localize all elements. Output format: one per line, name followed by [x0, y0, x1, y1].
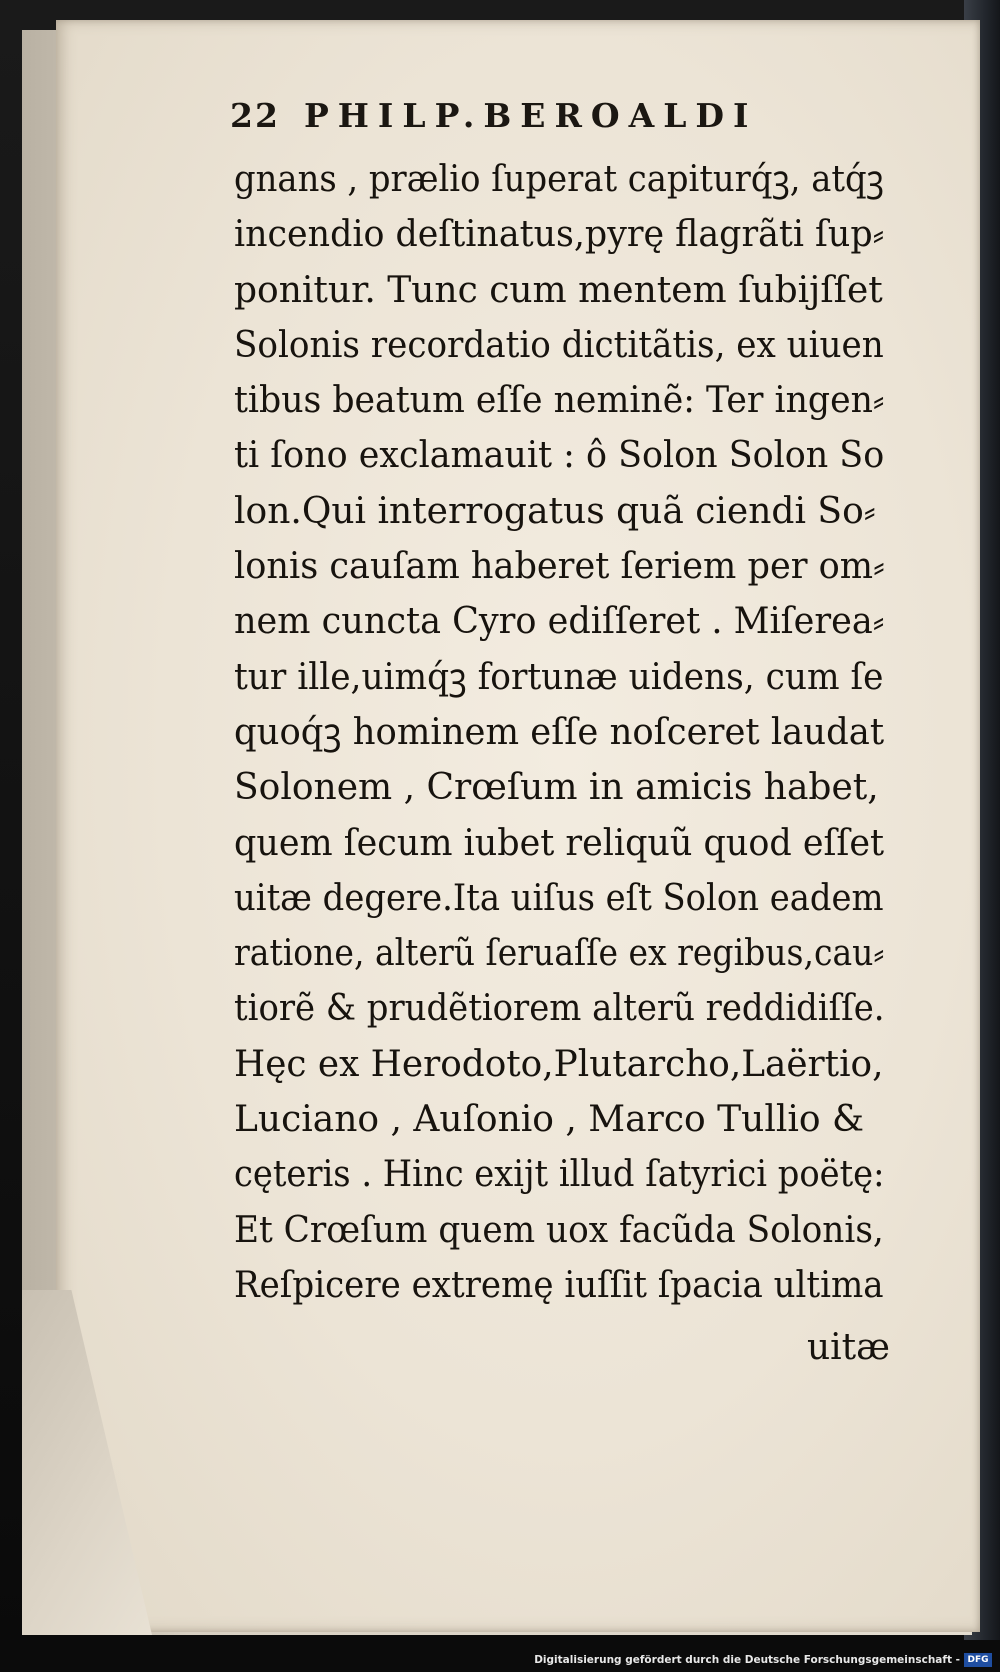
text-line: tibus beatum eſſe neminẽ: Ter ingen⸗	[234, 380, 885, 422]
text-line: ratione, alterũ ſeruaſſe ex regibus,cau⸗	[234, 933, 885, 975]
text-line: Luciano , Auſonio , Marco Tullio &	[234, 1099, 865, 1141]
page-number: 22	[230, 96, 280, 135]
text-line: cęteris . Hinc exijt illud ſatyrici poëtę:	[234, 1154, 885, 1196]
text-line: Solonis recordatio dictitãtis, ex uiuen	[234, 324, 884, 366]
digitization-footer	[0, 1640, 1000, 1672]
text-line: quem ſecum iubet reliquũ quod eſſet	[234, 822, 885, 864]
text-line: quoq́ꝫ hominem eſſe noſceret laudat	[234, 711, 885, 753]
text-line: lon.Qui interrogatus quã ciendi So⸗	[234, 490, 876, 532]
catchword: uitæ	[806, 1327, 890, 1368]
text-line: Et Crœſum quem uox facũda Solonis,	[234, 1209, 884, 1251]
text-line: tiorẽ & prudẽtiorem alterũ reddidiſſe.	[234, 988, 885, 1030]
text-line: tur ille,uimq́ꝫ fortunæ uidens, cum ſe	[234, 656, 884, 698]
text-line: Reſpicere extremę iuſſit ſpacia ultima	[234, 1264, 884, 1306]
funding-credit: Digitalisierung gefördert durch die Deutsche Forschungsgemeinschaft -	[534, 1654, 960, 1666]
text-line: ti ſono exclamauit : ô Solon Solon So	[234, 435, 885, 477]
text-line: ponitur. Tunc cum mentem ſubijſſet	[234, 269, 883, 311]
text-line: nem cuncta Cyro ediſſeret . Miſerea⸗	[234, 601, 885, 643]
text-line: Solonem , Crœſum in amicis habet,	[234, 767, 879, 809]
running-head	[230, 96, 810, 148]
text-block	[234, 152, 884, 1313]
text-line: incendio deſtinatus,pyrę flagrãti ſup⸗	[234, 214, 885, 256]
text-line: Hęc ex Herodoto,Plutarcho,Laërtio,	[234, 1043, 884, 1085]
dfg-logo: DFG	[964, 1653, 992, 1667]
running-head-title: PHILP.BEROALDI	[303, 96, 758, 135]
text-line: gnans , prælio ſuperat capiturq́ꝫ, atq́ꝫ	[234, 159, 884, 200]
text-line: lonis cauſam haberet ſeriem per om⸗	[234, 546, 885, 588]
text-line: uitæ degere.Ita uiſus eſt Solon eadem	[234, 877, 884, 919]
